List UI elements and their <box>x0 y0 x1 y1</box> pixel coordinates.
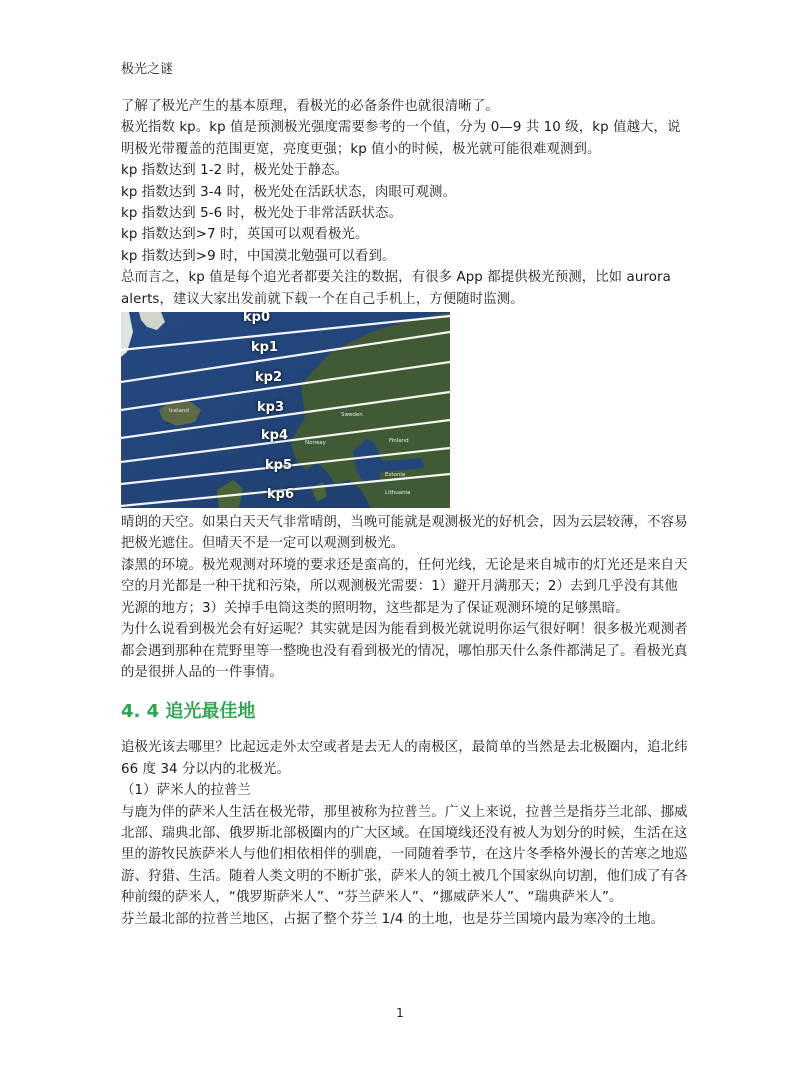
paragraph: 追极光该去哪里？比起远走外太空或者是去无人的南极区，最简单的当然是去北极圈内，追北纬 66 度 34 分以内的北极光。 <box>121 740 688 777</box>
map-label-lithuania: Lithuania <box>385 490 411 497</box>
kp-label: kp5 <box>265 458 292 474</box>
kp-label: kp2 <box>255 370 282 386</box>
kp-label: kp3 <box>257 400 284 416</box>
paragraph: kp 指数达到>7 时，英国可以观看极光。 <box>121 227 369 243</box>
kp-label: kp4 <box>261 428 288 444</box>
paragraph: 晴朗的天空。如果白天天气非常晴朗，当晚可能就是观测极光的好机会，因为云层较薄，不容易把极光遮住。但晴天不是一定可以观测到极光。 <box>121 515 688 552</box>
paragraph: kp 指数达到 1-2 时，极光处于静态。 <box>121 163 349 179</box>
map-label-sweden: Sweden <box>341 412 363 419</box>
section-heading: 4. 4 追光最佳地 <box>121 701 256 723</box>
map-label-norway: Norway <box>305 440 326 447</box>
kp-aurora-map-figure <box>121 312 450 508</box>
paragraph: kp 指数达到 5-6 时，极光处于非常活跃状态。 <box>121 206 403 222</box>
paragraph: 极光指数 kp。kp 值是预测极光强度需要参考的一个值，分为 0—9 共 10 级，kp 值越大，说明极光带覆盖的范围更宽，亮度更强；kp 值小的时候，极光就可能很难观测到。 <box>121 120 681 157</box>
paragraph: 总而言之，kp 值是每个追光者都要关注的数据，有很多 App 都提供极光预测，比如 aurora alerts，建议大家出发前就下载一个在自己手机上，方便随时监测。 <box>121 270 671 307</box>
main-content <box>121 96 691 930</box>
paragraph: 了解了极光产生的基本原理，看极光的必备条件也就很清晰了。 <box>121 99 499 114</box>
paragraph: 漆黑的环境。极光观测对环境的要求还是蛮高的，任何光线，无论是来自城市的灯光还是来自天空的月光都是一种干扰和污染，所以观测极光需要：1）避开月满那天；2）去到几乎没有其他光源的地方；3）关掉手电筒这类的照明物，这些都是为了保证观测环境的足够黑暗。 <box>121 557 688 616</box>
paragraph: 芬兰最北部的拉普兰地区，占据了整个芬兰 1/4 的土地，也是芬兰国境内最为寒冷的土地。 <box>121 911 665 927</box>
kp-label: kp1 <box>251 340 278 356</box>
subsection-title: （1）萨米人的拉普兰 <box>121 783 252 799</box>
map-label-iceland: Iceland <box>169 408 189 415</box>
paragraph: 与鹿为伴的萨米人生活在极光带，那里被称为拉普兰。广义上来说，拉普兰是指芬兰北部、挪威北部、瑞典北部、俄罗斯北部极圈内的广大区域。在国境线还没有被人为划分的时候，生活在这里的游牧民族萨米人与他们相依相伴的驯鹿，一同随着季节，在这片冬季格外漫长的苦寒之地巡游、狩猎、生活。随着人类文明的不断扩张，萨米人的领土被几个国家纵向切割，他们成了有各种前缀的萨米人，“俄罗斯萨米人”、“芬兰萨米人”、“挪威萨米人”、“瑞典萨米人”。 <box>121 804 688 906</box>
kp-label: kp0 <box>243 312 270 326</box>
paragraph: 为什么说看到极光会有好运呢？其实就是因为能看到极光就说明你运气很好啊！很多极光观测者都会遇到那种在荒野里等一整晚也没有看到极光的情况，哪怕那天什么条件都满足了。看极光真的是很拼人品的一件事情。 <box>121 622 688 680</box>
paragraph: kp 指数达到 3-4 时，极光处在活跃状态，肉眼可观测。 <box>121 184 456 200</box>
running-header: 极光之谜 <box>121 62 174 77</box>
map-label-finland: Finland <box>389 438 409 445</box>
paragraph: kp 指数达到>9 时，中国漠北勉强可以看到。 <box>121 248 396 264</box>
kp-label: kp6 <box>267 487 294 503</box>
map-label-estonia: Estonia <box>385 472 406 479</box>
page-number: 1 <box>396 1006 404 1020</box>
